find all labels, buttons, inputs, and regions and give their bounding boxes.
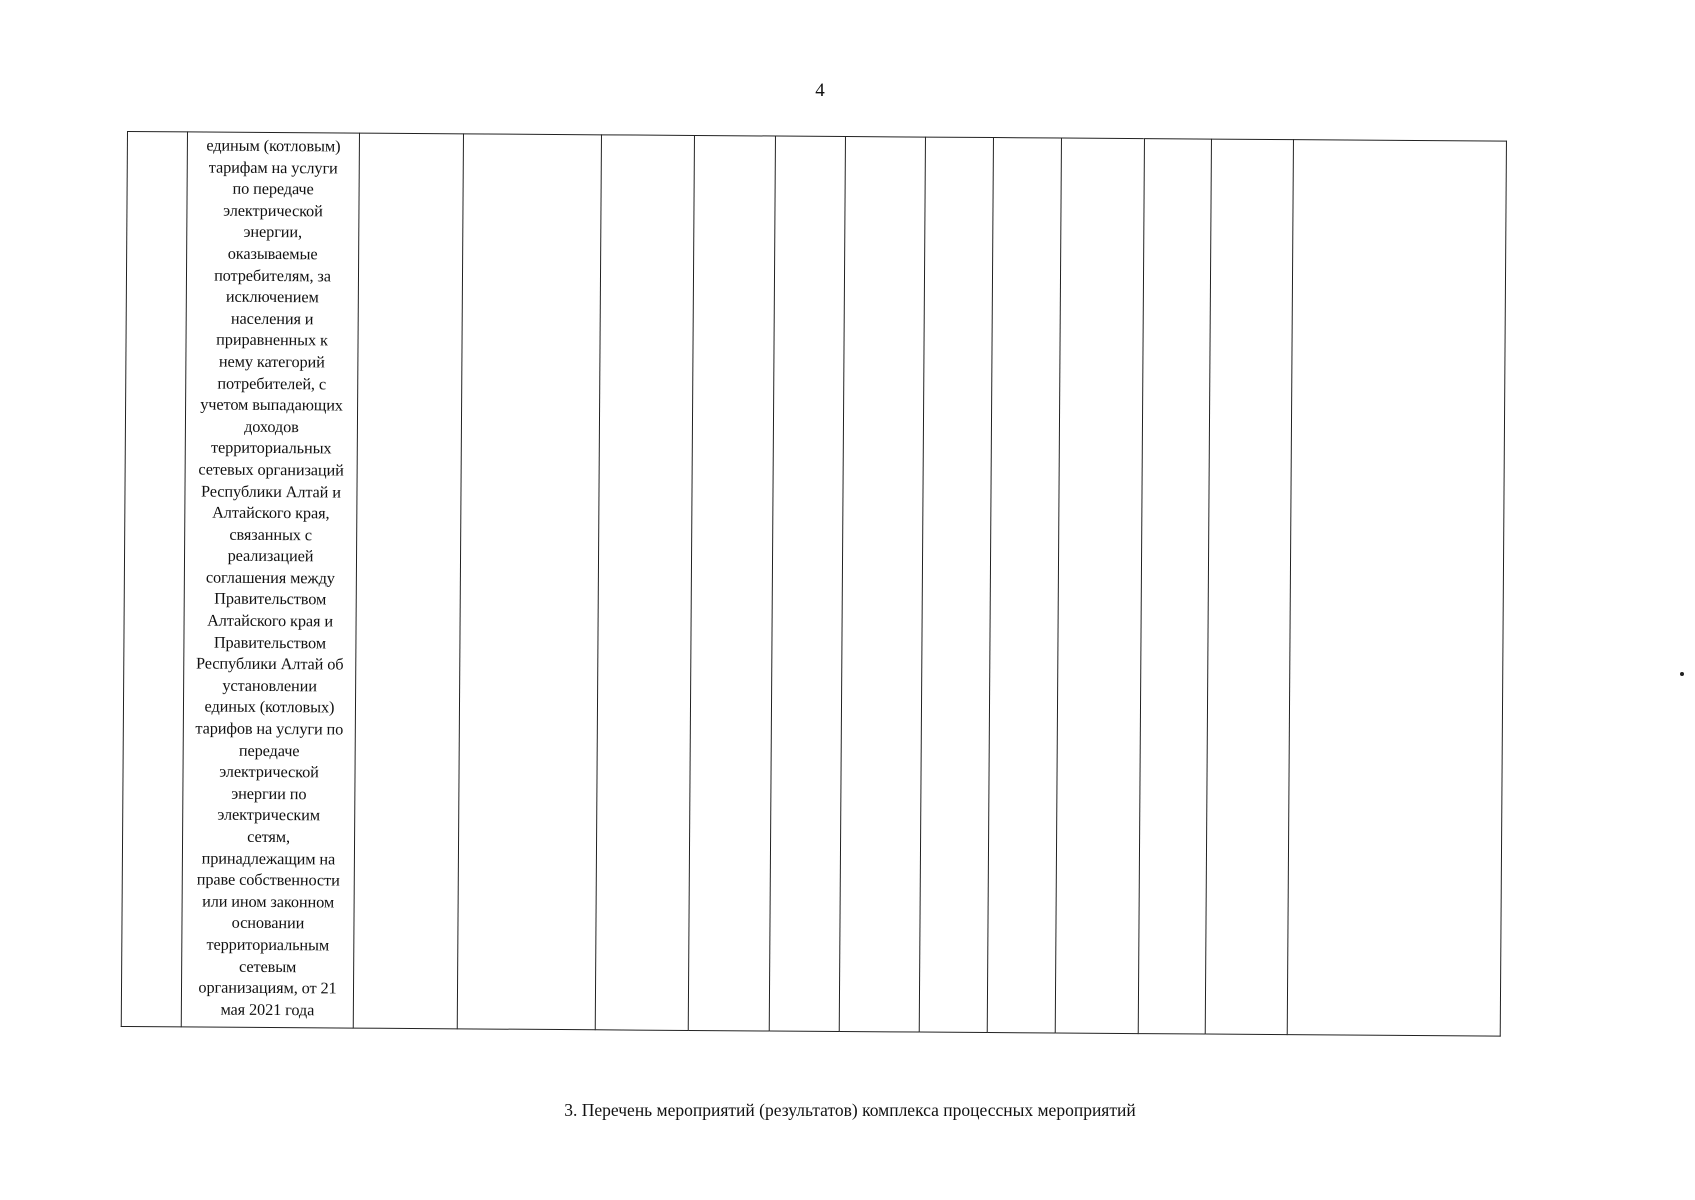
description-line: мая 2021 года xyxy=(220,999,315,1020)
description-line: передаче xyxy=(238,740,300,760)
description-line: организациям, от 21 xyxy=(198,977,337,998)
description-line: электрическим xyxy=(217,805,321,825)
scan-speck xyxy=(1680,672,1684,676)
description-line: тарифам на услуги xyxy=(208,157,338,178)
empty-cell xyxy=(769,136,845,1031)
empty-cell xyxy=(919,137,993,1032)
empty-cell xyxy=(987,138,1061,1033)
page-number: 4 xyxy=(815,80,825,101)
description-line: сетевым xyxy=(238,956,297,976)
description-line: электрической xyxy=(219,761,319,782)
empty-cell xyxy=(688,135,775,1031)
description-line: единым (котловым) xyxy=(206,135,341,156)
description-line: доходов xyxy=(244,416,299,436)
empty-cell xyxy=(457,134,601,1030)
empty-cell xyxy=(353,133,463,1029)
description-line: сетям, xyxy=(247,826,291,847)
description-line: по передаче xyxy=(232,178,314,199)
description-line: основании xyxy=(231,913,305,933)
description-line: Правительством xyxy=(214,589,327,609)
number-cell xyxy=(121,132,187,1027)
description-line: Республики Алтай об xyxy=(195,653,344,674)
description-line: учетом выпадающих xyxy=(200,394,343,415)
empty-cell xyxy=(1205,139,1293,1035)
description-line: территориальных xyxy=(210,437,332,458)
description-line: связанных с xyxy=(229,524,313,544)
description-line: энергии, xyxy=(243,222,303,242)
empty-cell xyxy=(1138,139,1211,1034)
description-line: праве собственности xyxy=(196,869,340,890)
description-line: территориальным xyxy=(206,934,330,955)
description-line: Алтайского края и xyxy=(207,610,334,631)
table-row xyxy=(121,132,1506,1037)
section-heading: 3. Перечень мероприятий (результатов) комплекса процессных мероприятий xyxy=(564,1100,1136,1120)
description-line: Республики Алтай и xyxy=(200,481,341,502)
description-line: соглашения между xyxy=(205,567,335,588)
description-line: исключением xyxy=(225,286,319,307)
description-line: Правительством xyxy=(213,632,327,653)
measures-table-continuation xyxy=(121,131,1507,1037)
description-line: потребителям, за xyxy=(214,265,331,285)
description-line: принадлежащим на xyxy=(201,848,336,869)
description-line: оказываемые xyxy=(227,243,318,264)
description-cell xyxy=(181,132,359,1028)
description-line: сетевых организаций xyxy=(198,459,344,480)
empty-cell xyxy=(839,137,925,1033)
description-line: реализацией xyxy=(227,545,314,566)
description-line: установлении xyxy=(222,675,317,696)
description-line: единых (котловых) xyxy=(204,696,335,717)
empty-cell xyxy=(595,135,694,1031)
description-line: или ином законном xyxy=(202,891,335,912)
description-line: энергии по xyxy=(231,783,307,804)
description-line: тарифов на услуги по xyxy=(195,718,344,739)
description-line: потребителей, с xyxy=(217,373,327,393)
empty-cell xyxy=(1287,140,1506,1036)
description-line: нему категорий xyxy=(218,351,325,372)
description-line: приравненных к xyxy=(216,329,328,350)
empty-cell xyxy=(1055,138,1144,1034)
description-line: населения и xyxy=(230,308,314,329)
description-line: электрической xyxy=(223,200,323,221)
description-line: Алтайского края, xyxy=(212,502,330,523)
